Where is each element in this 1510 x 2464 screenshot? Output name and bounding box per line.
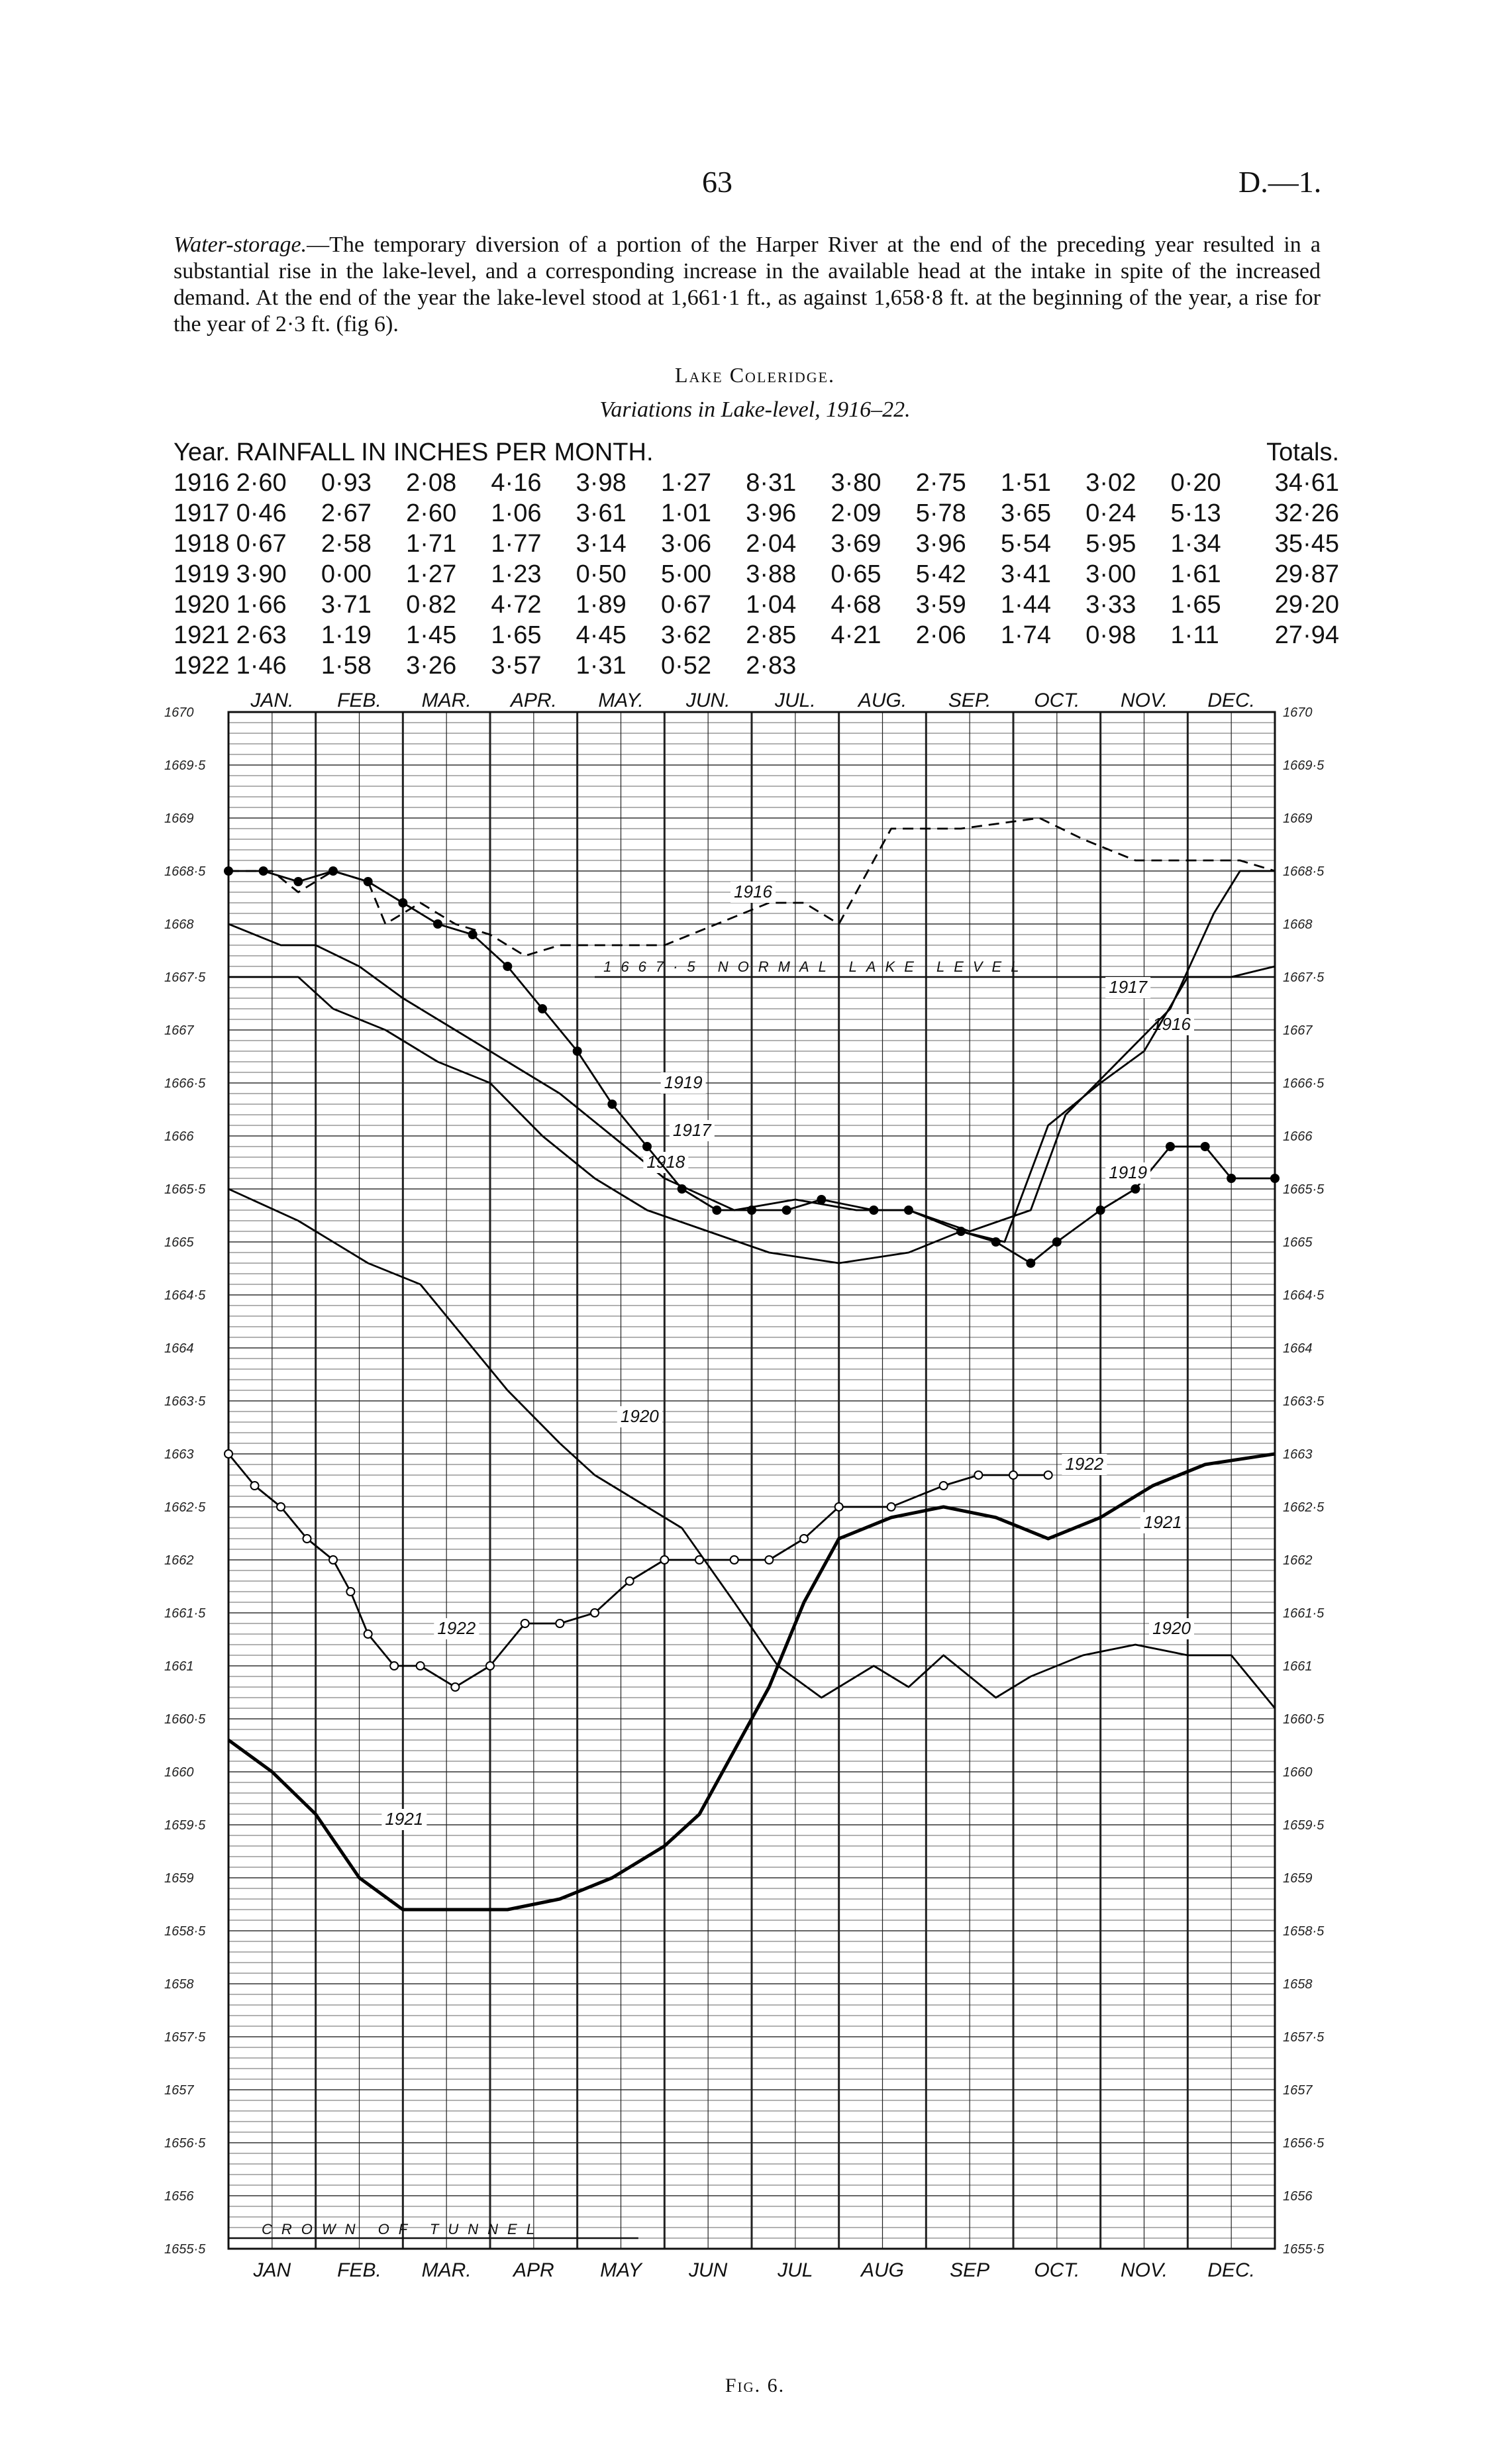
month-label-top: APR. [510,690,557,711]
level-label-right: 1657 [1283,2083,1313,2098]
series-label-1920: 1920 [1152,1618,1191,1638]
level-label-left: 1663 [164,1447,194,1462]
rainfall-cell: 2·58 [321,529,372,558]
figure-subtitle: Variations in Lake-level, 1916–22. [599,397,911,422]
rainfall-cell: 2·04 [746,529,797,558]
rainfall-cell: 2·60 [406,499,457,527]
series-marker-1922 [521,1619,529,1627]
normal-level-label: 1667·5 NORMAL LAKE LEVEL [603,958,1029,975]
series-marker-1919 [260,867,268,875]
level-label-left: 1656·5 [164,2136,206,2151]
series-marker-1919 [503,962,511,970]
series-marker-1922 [695,1556,703,1564]
level-label-right: 1668 [1283,917,1313,932]
rainfall-total: 27·94 [1274,621,1339,649]
level-label-right: 1655·5 [1283,2242,1325,2257]
level-label-right: 1657·5 [1283,2030,1325,2045]
series-marker-1919 [783,1206,791,1214]
series-marker-1919 [817,1196,825,1204]
rainfall-cell: 1·27 [660,468,711,497]
rainfall-cell: 1·34 [1170,529,1221,558]
rainfall-cell: 3·96 [915,529,966,558]
series-marker-1922 [591,1609,599,1617]
month-label-top: DEC. [1207,690,1256,711]
level-label-right: 1659 [1283,1871,1313,1886]
rainfall-cell: 3·57 [491,651,542,680]
rainfall-cell: 3·06 [660,529,711,558]
rainfall-cell: 0·65 [830,560,881,588]
rainfall-year: 1919 [174,560,230,588]
series-marker-1919 [870,1206,878,1214]
month-label-bottom: AUG [860,2259,905,2281]
series-label-1917: 1917 [1109,977,1148,997]
level-label-left: 1661·5 [164,1606,206,1621]
series-marker-1922 [346,1588,354,1596]
rainfall-cell: 0·20 [1170,468,1221,497]
series-marker-1919 [1131,1185,1139,1193]
rainfall-cell: 3·90 [236,560,287,588]
rainfall-cell: 2·83 [746,651,797,680]
rainfall-cell: 3·59 [915,590,966,619]
rainfall-cell: 1·46 [236,651,287,680]
rainfall-cell: 5·00 [660,560,711,588]
level-label-left: 1658·5 [164,1924,206,1939]
series-marker-1922 [660,1556,668,1564]
level-label-left: 1661 [164,1659,194,1674]
series-marker-1919 [538,1005,546,1013]
series-marker-1922 [277,1503,285,1511]
paragraph-body: —The temporary diversion of a portion of the Harper River at the end of the preceding year resulted in a substantial rise in the lake-level, and a corresponding increase in the available head at the intake in spite of the increased demand. At the end of the year the lake-level stood at 1,661·1 ft., as against 1,658·8 ft. at the beginning of the year, a rise for the year of 2·3 ft. (fig 6). [174,232,1321,336]
series-marker-1922 [765,1556,773,1564]
month-label-bottom: MAY [600,2259,642,2281]
level-label-right: 1661 [1283,1659,1313,1674]
figure-title: Lake Coleridge. [674,363,836,387]
rainfall-cell: 3·69 [830,529,881,558]
month-label-top: MAY. [598,690,644,711]
month-label-top: OCT. [1034,690,1080,711]
series-marker-1919 [1027,1259,1034,1267]
series-marker-1922 [887,1503,895,1511]
level-label-right: 1660 [1283,1765,1313,1780]
level-label-left: 1660 [164,1765,194,1780]
level-label-right: 1668·5 [1283,864,1325,879]
series-marker-1922 [626,1577,634,1585]
series-label-1922: 1922 [1065,1454,1104,1474]
rainfall-cell: 1·45 [406,621,457,649]
rainfall-cell: 0·67 [660,590,711,619]
month-label-top: JUN. [685,690,730,711]
level-label-right: 1656·5 [1283,2136,1325,2151]
series-marker-1919 [399,899,407,907]
level-label-left: 1659 [164,1871,194,1886]
rainfall-cell: 0·98 [1085,621,1136,649]
series-marker-1919 [643,1143,651,1151]
level-label-left: 1667·5 [164,970,206,985]
series-label-1916: 1916 [1152,1014,1191,1034]
rainfall-cell: 8·31 [746,468,797,497]
rainfall-cell: 2·06 [915,621,966,649]
series-marker-1922 [835,1503,843,1511]
series-marker-1922 [940,1482,948,1490]
level-label-left: 1668·5 [164,864,206,879]
level-label-right: 1664 [1283,1341,1313,1356]
rainfall-cell: 4·72 [491,590,542,619]
series-marker-1919 [1166,1143,1174,1151]
rainfall-cell: 5·42 [915,560,966,588]
rainfall-cell: 4·16 [491,468,542,497]
rainfall-cell: 3·71 [321,590,372,619]
series-label-1919: 1919 [664,1072,703,1092]
rainfall-year: 1920 [174,590,230,619]
series-marker-1919 [434,920,442,928]
rainfall-cell: 1·74 [1001,621,1052,649]
series-marker-1919 [1227,1174,1235,1182]
rainfall-cell: 1·31 [576,651,627,680]
rainfall-cell: 2·09 [830,499,881,527]
rainfall-cell: 0·82 [406,590,457,619]
series-marker-1919 [1097,1206,1105,1214]
rainfall-year: 1922 [174,651,230,680]
series-marker-1919 [1053,1238,1061,1246]
series-marker-1919 [957,1227,965,1235]
month-label-bottom: OCT. [1034,2259,1080,2281]
rainfall-cell: 1·23 [491,560,542,588]
series-marker-1919 [469,931,477,939]
rainfall-cell: 3·26 [406,651,457,680]
rainfall-year: 1916 [174,468,230,497]
level-label-left: 1666 [164,1129,194,1144]
rainfall-total: 35·45 [1274,529,1339,558]
level-label-left: 1666·5 [164,1076,206,1091]
series-marker-1919 [713,1206,721,1214]
level-label-right: 1664·5 [1283,1288,1325,1303]
series-label-1916: 1916 [734,882,772,901]
rainfall-cell: 0·67 [236,529,287,558]
totals-header: Totals. [1266,438,1339,466]
level-label-right: 1666 [1283,1129,1313,1144]
series-marker-1919 [1201,1143,1209,1151]
level-label-left: 1656 [164,2189,194,2204]
series-marker-1922 [974,1471,982,1479]
rainfall-cell: 2·85 [746,621,797,649]
series-label-1922: 1922 [437,1618,476,1638]
series-marker-1919 [364,878,372,886]
series-marker-1919 [905,1206,913,1214]
series-marker-1922 [225,1450,232,1458]
rainfall-cell: 2·75 [915,468,966,497]
series-marker-1922 [486,1662,494,1670]
rainfall-cell: 3·61 [576,499,627,527]
level-label-left: 1662·5 [164,1500,206,1515]
rainfall-cell: 1·61 [1170,560,1221,588]
year-header: Year. [174,438,230,466]
level-label-left: 1663·5 [164,1394,206,1409]
level-label-right: 1656 [1283,2189,1313,2204]
series-marker-1922 [556,1619,564,1627]
series-marker-1919 [992,1238,1000,1246]
series-marker-1919 [294,878,302,886]
rainfall-cell: 3·80 [830,468,881,497]
rainfall-cell: 1·19 [321,621,372,649]
rainfall-cell: 3·88 [746,560,797,588]
rainfall-cell: 0·50 [576,560,627,588]
rainfall-total: 29·20 [1274,590,1339,619]
rainfall-cell: 5·13 [1170,499,1221,527]
level-label-right: 1665 [1283,1235,1313,1250]
level-label-left: 1662 [164,1553,194,1568]
level-label-left: 1667 [164,1023,194,1038]
series-marker-1922 [1009,1471,1017,1479]
rainfall-year: 1921 [174,621,230,649]
rainfall-cell: 2·67 [321,499,372,527]
rainfall-total: 29·87 [1274,560,1339,588]
level-label-left: 1655·5 [164,2242,206,2257]
month-label-bottom: FEB. [337,2259,381,2281]
series-label-1920: 1920 [620,1406,659,1426]
level-label-left: 1664 [164,1341,194,1356]
level-label-right: 1669·5 [1283,758,1325,773]
page-number: 63 [702,165,732,199]
rainfall-cell: 1·51 [1001,468,1052,497]
series-marker-1919 [1271,1174,1279,1182]
level-label-right: 1669 [1283,811,1313,826]
rainfall-cell: 1·77 [491,529,542,558]
rainfall-total: 32·26 [1274,499,1339,527]
paragraph-lead: Water-storage. [174,232,307,257]
level-label-right: 1667·5 [1283,970,1325,985]
rainfall-cell: 1·06 [491,499,542,527]
series-marker-1919 [574,1047,581,1055]
month-label-top: JUL. [774,690,816,711]
rainfall-cell: 0·46 [236,499,287,527]
level-label-left: 1669·5 [164,758,206,773]
level-label-left: 1670 [164,705,194,720]
rainfall-cell: 1·04 [746,590,797,619]
series-marker-1922 [329,1556,337,1564]
month-label-bottom: JUL [778,2259,813,2281]
month-label-top: FEB. [337,690,381,711]
rainfall-year: 1917 [174,499,230,527]
rainfall-cell: 1·65 [1170,590,1221,619]
series-label-1919: 1919 [1109,1162,1148,1182]
level-label-left: 1664·5 [164,1288,206,1303]
rainfall-cell: 5·54 [1001,529,1052,558]
month-label-bottom: JUN [688,2259,728,2281]
rainfall-cell: 1·71 [406,529,457,558]
month-label-top: AUG. [858,690,907,711]
rainfall-cell: 0·52 [660,651,711,680]
level-label-left: 1658 [164,1977,194,1992]
month-label-top: MAR. [421,690,472,711]
month-label-bottom: MAR. [421,2259,472,2281]
level-label-right: 1665·5 [1283,1182,1325,1197]
level-label-right: 1662 [1283,1553,1313,1568]
series-label-1921: 1921 [1143,1512,1182,1532]
rainfall-cell: 3·14 [576,529,627,558]
document-reference: D.—1. [1238,165,1322,199]
level-label-right: 1661·5 [1283,1606,1325,1621]
month-label-bottom: NOV. [1120,2259,1168,2281]
rainfall-cell: 3·00 [1085,560,1136,588]
level-label-right: 1659·5 [1283,1818,1325,1833]
month-label-top: SEP. [948,690,991,711]
rainfall-cell: 5·78 [915,499,966,527]
series-marker-1922 [251,1482,259,1490]
series-marker-1919 [329,867,337,875]
level-label-right: 1658·5 [1283,1924,1325,1939]
level-label-right: 1667 [1283,1023,1313,1038]
month-label-bottom: APR [513,2259,554,2281]
rainfall-cell: 3·96 [746,499,797,527]
series-marker-1922 [730,1556,738,1564]
level-label-left: 1668 [164,917,194,932]
level-label-right: 1670 [1283,705,1313,720]
rainfall-total: 34·61 [1274,468,1339,497]
rainfall-cell: 4·45 [576,621,627,649]
rainfall-cell: 5·95 [1085,529,1136,558]
rainfall-cell: 1·89 [576,590,627,619]
rainfall-cell: 2·60 [236,468,287,497]
rainfall-cell: 1·11 [1170,621,1219,649]
rainfall-cell: 1·27 [406,560,457,588]
series-marker-1922 [1044,1471,1052,1479]
level-label-right: 1660·5 [1283,1712,1325,1727]
month-label-bottom: JAN [253,2259,291,2281]
series-marker-1922 [800,1535,808,1543]
rainfall-cell: 1·44 [1001,590,1052,619]
rainfall-cell: 3·65 [1001,499,1052,527]
level-label-left: 1660·5 [164,1712,206,1727]
rainfall-cell: 2·08 [406,468,457,497]
rainfall-cell: 1·01 [660,499,711,527]
series-marker-1919 [225,867,232,875]
rainfall-cell: 3·02 [1085,468,1136,497]
series-marker-1922 [303,1535,311,1543]
rainfall-cell: 3·98 [576,468,627,497]
series-label-1918: 1918 [646,1152,685,1172]
month-label-top: JAN. [250,690,294,711]
level-label-right: 1663 [1283,1447,1313,1462]
level-label-right: 1658 [1283,1977,1313,1992]
month-label-bottom: SEP [950,2259,990,2281]
month-label-bottom: DEC. [1207,2259,1256,2281]
level-label-left: 1659·5 [164,1818,206,1833]
series-marker-1922 [451,1683,459,1691]
rainfall-cell: 3·41 [1001,560,1052,588]
rainfall-cell: 0·93 [321,468,372,497]
rainfall-cell: 1·66 [236,590,287,619]
level-label-left: 1665 [164,1235,194,1250]
tunnel-label: CROWN OF TUNNEL [262,2221,544,2237]
month-label-top: NOV. [1120,690,1168,711]
rainfall-cell: 3·62 [660,621,711,649]
rainfall-cell: 1·65 [491,621,542,649]
figure-caption: Fig. 6. [725,2375,785,2396]
rainfall-cell: 4·68 [830,590,881,619]
series-marker-1919 [678,1185,686,1193]
level-label-right: 1662·5 [1283,1500,1325,1515]
level-label-left: 1657 [164,2083,194,2098]
series-marker-1919 [608,1100,616,1108]
series-marker-1922 [390,1662,398,1670]
rainfall-cell: 4·21 [830,621,881,649]
series-marker-1919 [748,1206,756,1214]
rainfall-cell: 2·63 [236,621,287,649]
series-label-1921: 1921 [385,1809,424,1829]
series-label-1917: 1917 [672,1120,711,1140]
rainfall-year: 1918 [174,529,230,558]
level-label-left: 1669 [164,811,194,826]
level-label-right: 1666·5 [1283,1076,1325,1091]
level-label-left: 1665·5 [164,1182,206,1197]
level-label-right: 1663·5 [1283,1394,1325,1409]
rainfall-cell: 0·24 [1085,499,1136,527]
rainfall-cell: 0·00 [321,560,372,588]
rainfall-cell: 3·33 [1085,590,1136,619]
series-marker-1922 [364,1630,372,1638]
rainfall-cell: 1·58 [321,651,372,680]
rainfall-title: RAINFALL IN INCHES PER MONTH. [236,438,654,466]
level-label-left: 1657·5 [164,2030,206,2045]
series-marker-1922 [417,1662,425,1670]
